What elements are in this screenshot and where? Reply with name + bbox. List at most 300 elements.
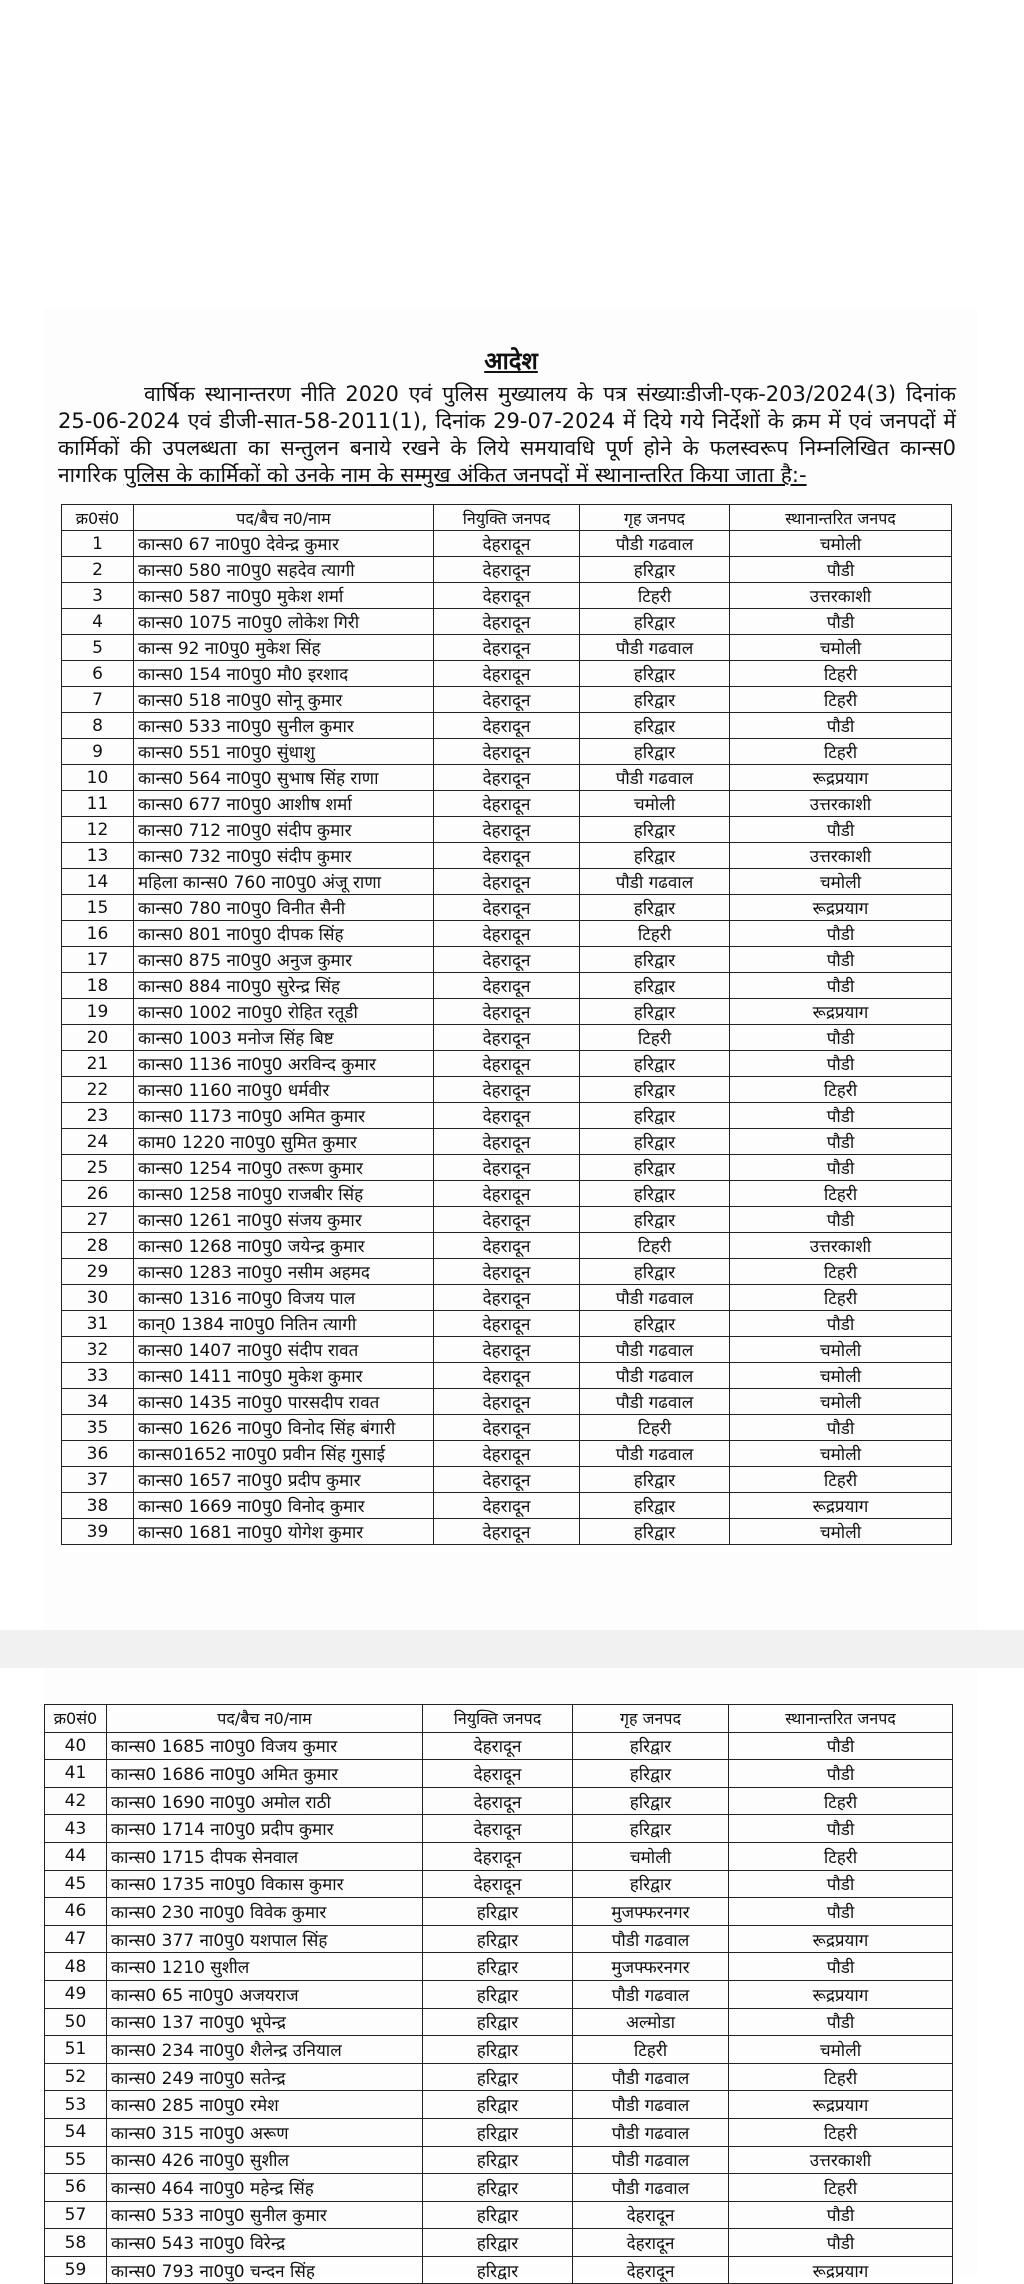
header-serial: क्र0सं0: [45, 1705, 107, 1733]
cell-home-district: टिहरी: [580, 583, 730, 609]
table-row: [45, 1980, 953, 2008]
cell-home-district: मुजफ्फरनगर: [573, 1898, 729, 1926]
cell-serial: 26: [62, 1181, 134, 1207]
cell-home-district: टिहरी: [580, 1233, 730, 1259]
cell-home-district: हरिद्वार: [580, 557, 730, 583]
cell-posting-district: देहरादून: [434, 739, 580, 765]
cell-transfer-district: रूद्रप्रयाग: [729, 2091, 953, 2119]
cell-serial: 35: [62, 1415, 134, 1441]
cell-home-district: पौडी गढवाल: [573, 2146, 729, 2174]
cell-transfer-district: पौडी: [730, 1207, 952, 1233]
table-row: [45, 2063, 953, 2091]
cell-posting-district: देहरादून: [434, 947, 580, 973]
table-row: [62, 1051, 952, 1077]
cell-home-district: देहरादून: [573, 2201, 729, 2229]
cell-name: कान्स0 1681 ना0पु0 योगेश कुमार: [134, 1519, 434, 1545]
cell-posting-district: देहरादून: [434, 635, 580, 661]
cell-serial: 23: [62, 1103, 134, 1129]
cell-home-district: पौडी गढवाल: [580, 1441, 730, 1467]
table-body-page-2: [45, 1732, 953, 2284]
cell-home-district: पौडी गढवाल: [580, 1389, 730, 1415]
cell-serial: 39: [62, 1519, 134, 1545]
cell-serial: 1: [62, 531, 134, 557]
cell-posting-district: हरिद्वार: [423, 2229, 573, 2257]
cell-serial: 36: [62, 1441, 134, 1467]
cell-posting-district: हरिद्वार: [423, 2008, 573, 2036]
header-transfer-district: स्थानान्तरित जनपद: [730, 505, 952, 531]
cell-name: कान्स0 1268 ना0पु0 जयेन्द्र कुमार: [134, 1233, 434, 1259]
cell-serial: 30: [62, 1285, 134, 1311]
table-row: [62, 661, 952, 687]
cell-posting-district: देहरादून: [434, 1337, 580, 1363]
table-row: [62, 947, 952, 973]
table-row: [62, 1155, 952, 1181]
table-row: [62, 1311, 952, 1337]
table-row: [45, 1953, 953, 1981]
cell-name: कान्स0 1685 ना0पु0 विजय कुमार: [107, 1732, 423, 1760]
cell-transfer-district: टिहरी: [730, 739, 952, 765]
cell-posting-district: देहरादून: [434, 1129, 580, 1155]
cell-name: कान्स0 533 ना0पु0 सुनील कुमार: [134, 713, 434, 739]
cell-name: कान्स0 875 ना0पु0 अनुज कुमार: [134, 947, 434, 973]
table-row: [62, 1025, 952, 1051]
cell-name: कान्स0 1715 दीपक सेनवाल: [107, 1842, 423, 1870]
cell-home-district: चमोली: [573, 1842, 729, 1870]
cell-transfer-district: पौडी: [730, 921, 952, 947]
cell-transfer-district: टिहरी: [729, 2174, 953, 2202]
cell-serial: 19: [62, 999, 134, 1025]
cell-transfer-district: रूद्रप्रयाग: [730, 765, 952, 791]
cell-posting-district: देहरादून: [434, 869, 580, 895]
cell-name: कान्स0 315 ना0पु0 अरूण: [107, 2118, 423, 2146]
cell-home-district: पौडी गढवाल: [580, 1285, 730, 1311]
cell-serial: 33: [62, 1363, 134, 1389]
cell-name: कान्0 1384 ना0पु0 नितिन त्यागी: [134, 1311, 434, 1337]
table-row: [45, 2256, 953, 2284]
cell-transfer-district: टिहरी: [730, 687, 952, 713]
cell-transfer-district: चमोली: [730, 531, 952, 557]
cell-transfer-district: रूद्रप्रयाग: [729, 2256, 953, 2284]
table-row: [62, 1181, 952, 1207]
cell-name: कान्स0 1002 ना0पु0 रोहित रतूडी: [134, 999, 434, 1025]
table-header-row: [45, 1705, 953, 1733]
cell-name: कान्स01652 ना0पु0 प्रवीन सिंह गुसाई: [134, 1441, 434, 1467]
cell-home-district: पौडी गढवाल: [573, 1980, 729, 2008]
cell-transfer-district: पौडी: [729, 1870, 953, 1898]
cell-home-district: पौडी गढवाल: [580, 1363, 730, 1389]
cell-serial: 8: [62, 713, 134, 739]
cell-posting-district: देहरादून: [434, 1025, 580, 1051]
cell-posting-district: देहरादून: [434, 791, 580, 817]
order-title: आदेश: [484, 347, 538, 375]
cell-transfer-district: उत्तरकाशी: [730, 583, 952, 609]
cell-serial: 56: [45, 2174, 107, 2202]
cell-name: कान्स0 1669 ना0पु0 विनोद कुमार: [134, 1493, 434, 1519]
cell-name: कान्स0 564 ना0पु0 सुभाष सिंह राणा: [134, 765, 434, 791]
table-row: [62, 1363, 952, 1389]
table-row: [45, 2091, 953, 2119]
table-row: [62, 687, 952, 713]
cell-transfer-district: रूद्रप्रयाग: [729, 1980, 953, 2008]
cell-home-district: हरिद्वार: [580, 999, 730, 1025]
cell-transfer-district: पौडी: [729, 2229, 953, 2257]
cell-serial: 10: [62, 765, 134, 791]
cell-home-district: हरिद्वार: [580, 1493, 730, 1519]
cell-posting-district: देहरादून: [434, 1519, 580, 1545]
cell-name: कान्स0 1411 ना0पु0 मुकेश कुमार: [134, 1363, 434, 1389]
cell-posting-district: देहरादून: [434, 999, 580, 1025]
cell-transfer-district: चमोली: [729, 2036, 953, 2064]
cell-posting-district: देहरादून: [434, 765, 580, 791]
cell-transfer-district: पौडी: [730, 1051, 952, 1077]
cell-posting-district: देहरादून: [434, 1181, 580, 1207]
cell-serial: 52: [45, 2063, 107, 2091]
cell-transfer-district: पौडी: [729, 1815, 953, 1843]
table-row: [62, 1493, 952, 1519]
cell-serial: 40: [45, 1732, 107, 1760]
cell-name: कान्स0 1003 मनोज सिंह बिष्ट: [134, 1025, 434, 1051]
cell-name: कान्स0 67 ना0पु0 देवेन्द्र कुमार: [134, 531, 434, 557]
cell-posting-district: हरिद्वार: [423, 1898, 573, 1926]
cell-serial: 58: [45, 2229, 107, 2257]
cell-posting-district: देहरादून: [423, 1760, 573, 1788]
cell-posting-district: हरिद्वार: [423, 1953, 573, 1981]
cell-name: कान्स0 1173 ना0पु0 अमित कुमार: [134, 1103, 434, 1129]
cell-home-district: पौडी गढवाल: [573, 2091, 729, 2119]
cell-home-district: हरिद्वार: [580, 1129, 730, 1155]
table-row: [62, 557, 952, 583]
cell-serial: 2: [62, 557, 134, 583]
cell-home-district: देहरादून: [573, 2229, 729, 2257]
cell-home-district: पौडी गढवाल: [580, 765, 730, 791]
table-row: [62, 921, 952, 947]
cell-home-district: पौडी गढवाल: [573, 2174, 729, 2202]
table-row: [62, 1519, 952, 1545]
cell-home-district: हरिद्वार: [580, 1181, 730, 1207]
header-posting-district: नियुक्ति जनपद: [434, 505, 580, 531]
cell-serial: 9: [62, 739, 134, 765]
cell-home-district: हरिद्वार: [580, 661, 730, 687]
cell-transfer-district: पौडी: [730, 1103, 952, 1129]
cell-home-district: पौडी गढवाल: [573, 1925, 729, 1953]
table-row: [45, 1925, 953, 1953]
cell-home-district: हरिद्वार: [580, 1077, 730, 1103]
cell-transfer-district: पौडी: [730, 1025, 952, 1051]
cell-name: कान्स0 533 ना0पु0 सुनील कुमार: [107, 2201, 423, 2229]
cell-home-district: टिहरी: [573, 2036, 729, 2064]
cell-transfer-district: रूद्रप्रयाग: [730, 895, 952, 921]
cell-posting-district: देहरादून: [434, 843, 580, 869]
table-row: [62, 635, 952, 661]
cell-name: कान्स0 1407 ना0पु0 संदीप रावत: [134, 1337, 434, 1363]
intro-line-3: कार्मिकों की उपलब्धता का सन्तुलन बनाये रखने के लिये समयावधि पूर्ण होने के फलस्वरूप निम्नलिखित कान्स0 नागरिक: [58, 436, 956, 487]
cell-posting-district: देहरादून: [434, 1103, 580, 1129]
cell-serial: 25: [62, 1155, 134, 1181]
cell-transfer-district: उत्तरकाशी: [730, 1233, 952, 1259]
cell-transfer-district: चमोली: [730, 1519, 952, 1545]
cell-posting-district: देहरादून: [434, 1233, 580, 1259]
cell-posting-district: देहरादून: [434, 1363, 580, 1389]
cell-posting-district: देहरादून: [434, 1467, 580, 1493]
cell-home-district: हरिद्वार: [573, 1787, 729, 1815]
cell-posting-district: देहरादून: [434, 1155, 580, 1181]
cell-serial: 43: [45, 1815, 107, 1843]
cell-transfer-district: पौडी: [729, 2008, 953, 2036]
cell-posting-district: देहरादून: [434, 895, 580, 921]
cell-name: कान्स0 285 ना0पु0 रमेश: [107, 2091, 423, 2119]
table-row: [62, 583, 952, 609]
document-page-2: [44, 1668, 978, 2282]
cell-home-district: अल्मोडा: [573, 2008, 729, 2036]
table-row: [62, 1337, 952, 1363]
cell-home-district: हरिद्वार: [580, 1207, 730, 1233]
cell-home-district: हरिद्वार: [580, 713, 730, 739]
cell-home-district: टिहरी: [580, 921, 730, 947]
cell-transfer-district: पौडी: [729, 1760, 953, 1788]
cell-serial: 28: [62, 1233, 134, 1259]
cell-home-district: हरिद्वार: [580, 1259, 730, 1285]
table-row: [62, 895, 952, 921]
table-row: [62, 1467, 952, 1493]
cell-transfer-district: रूद्रप्रयाग: [730, 1493, 952, 1519]
cell-transfer-district: पौडी: [730, 817, 952, 843]
cell-name: कान्स0 154 ना0पु0 मौ0 इरशाद: [134, 661, 434, 687]
cell-serial: 4: [62, 609, 134, 635]
cell-home-district: हरिद्वार: [580, 1103, 730, 1129]
intro-line-4: पुलिस के कार्मिकों को उनके नाम के सम्मुख अंकित जनपदों में स्थानान्तरित किया जाता है:-: [123, 463, 807, 487]
order-intro: [44, 381, 978, 489]
cell-name: कान्स0 1210 सुशील: [107, 1953, 423, 1981]
table-row: [45, 1732, 953, 1760]
cell-transfer-district: पौडी: [730, 557, 952, 583]
table-body-page-1: [62, 531, 952, 1545]
transfer-table-page-2: [44, 1704, 953, 2284]
cell-serial: 53: [45, 2091, 107, 2119]
cell-home-district: हरिद्वार: [580, 1311, 730, 1337]
cell-posting-district: देहरादून: [434, 661, 580, 687]
cell-serial: 6: [62, 661, 134, 687]
table-header-row: [62, 505, 952, 531]
cell-transfer-district: पौडी: [730, 947, 952, 973]
cell-home-district: हरिद्वार: [580, 973, 730, 999]
table-row: [62, 817, 952, 843]
cell-name: कान्स0 1435 ना0पु0 पारसदीप रावत: [134, 1389, 434, 1415]
table-row: [62, 843, 952, 869]
cell-home-district: हरिद्वार: [573, 1732, 729, 1760]
cell-name: कान्स0 137 ना0पु0 भूपेन्द्र: [107, 2008, 423, 2036]
table-row: [45, 1842, 953, 1870]
cell-name: कान्स0 551 ना0पु0 सुंधाशु: [134, 739, 434, 765]
cell-name: कान्स0 1686 ना0पु0 अमित कुमार: [107, 1760, 423, 1788]
cell-serial: 20: [62, 1025, 134, 1051]
cell-name: कान्स0 677 ना0पु0 आशीष शर्मा: [134, 791, 434, 817]
table-row: [62, 1415, 952, 1441]
cell-serial: 29: [62, 1259, 134, 1285]
cell-serial: 54: [45, 2118, 107, 2146]
cell-transfer-district: चमोली: [730, 1363, 952, 1389]
cell-transfer-district: टिहरी: [730, 1285, 952, 1311]
cell-transfer-district: चमोली: [730, 1441, 952, 1467]
cell-transfer-district: चमोली: [730, 1389, 952, 1415]
cell-name: महिला कान्स0 760 ना0पु0 अंजू राणा: [134, 869, 434, 895]
cell-transfer-district: टिहरी: [729, 1842, 953, 1870]
cell-posting-district: देहरादून: [434, 1493, 580, 1519]
cell-transfer-district: टिहरी: [730, 1181, 952, 1207]
cell-name: कान्स0 1735 ना0पु0 विकास कुमार: [107, 1870, 423, 1898]
cell-home-district: हरिद्वार: [580, 1051, 730, 1077]
cell-serial: 50: [45, 2008, 107, 2036]
cell-posting-district: देहरादून: [434, 1207, 580, 1233]
cell-serial: 45: [45, 1870, 107, 1898]
cell-transfer-district: टिहरी: [729, 2063, 953, 2091]
cell-home-district: चमोली: [580, 791, 730, 817]
cell-name: कान्स0 1316 ना0पु0 विजय पाल: [134, 1285, 434, 1311]
table-row: [62, 1233, 952, 1259]
cell-posting-district: हरिद्वार: [423, 2091, 573, 2119]
cell-posting-district: देहरादून: [434, 557, 580, 583]
cell-name: कान्स0 543 ना0पु0 विरेन्द्र: [107, 2229, 423, 2257]
cell-serial: 22: [62, 1077, 134, 1103]
table-row: [45, 2174, 953, 2202]
table-row: [45, 2118, 953, 2146]
cell-serial: 16: [62, 921, 134, 947]
cell-transfer-district: टिहरी: [730, 1077, 952, 1103]
cell-name: कान्स0 801 ना0पु0 दीपक सिंह: [134, 921, 434, 947]
cell-serial: 48: [45, 1953, 107, 1981]
cell-transfer-district: पौडी: [730, 1311, 952, 1337]
transfer-table-page-1: [61, 504, 952, 1545]
cell-home-district: हरिद्वार: [580, 843, 730, 869]
cell-posting-district: देहरादून: [434, 1415, 580, 1441]
cell-serial: 14: [62, 869, 134, 895]
cell-serial: 7: [62, 687, 134, 713]
cell-transfer-district: रूद्रप्रयाग: [730, 999, 952, 1025]
cell-serial: 51: [45, 2036, 107, 2064]
cell-name: कान्स 92 ना0पु0 मुकेश सिंह: [134, 635, 434, 661]
cell-posting-district: देहरादून: [434, 1389, 580, 1415]
cell-posting-district: हरिद्वार: [423, 2063, 573, 2091]
cell-transfer-district: उत्तरकाशी: [730, 843, 952, 869]
cell-serial: 27: [62, 1207, 134, 1233]
table-row: [62, 973, 952, 999]
cell-serial: 59: [45, 2256, 107, 2284]
cell-transfer-district: पौडी: [729, 2201, 953, 2229]
table-row: [62, 1103, 952, 1129]
cell-serial: 15: [62, 895, 134, 921]
table-row: [62, 1129, 952, 1155]
table-row: [62, 765, 952, 791]
cell-home-district: हरिद्वार: [580, 1467, 730, 1493]
cell-serial: 34: [62, 1389, 134, 1415]
header-posting-district: नियुक्ति जनपद: [423, 1705, 573, 1733]
cell-name: कान्स0 1657 ना0पु0 प्रदीप कुमार: [134, 1467, 434, 1493]
table-row: [45, 1815, 953, 1843]
cell-transfer-district: पौडी: [729, 1953, 953, 1981]
table-row: [45, 1787, 953, 1815]
table-row: [45, 1898, 953, 1926]
cell-home-district: हरिद्वार: [580, 609, 730, 635]
cell-posting-district: हरिद्वार: [423, 2146, 573, 2174]
cell-posting-district: देहरादून: [423, 1842, 573, 1870]
cell-transfer-district: चमोली: [730, 1337, 952, 1363]
cell-home-district: पौडी गढवाल: [580, 635, 730, 661]
cell-transfer-district: टिहरी: [729, 1787, 953, 1815]
cell-name: कान्स0 464 ना0पु0 महेन्द्र सिंह: [107, 2174, 423, 2202]
cell-name: कान्स0 1160 ना0पु0 धर्मवीर: [134, 1077, 434, 1103]
cell-serial: 46: [45, 1898, 107, 1926]
cell-home-district: पौडी गढवाल: [580, 531, 730, 557]
cell-transfer-district: उत्तरकाशी: [730, 791, 952, 817]
cell-name: कान्स0 249 ना0पु0 सतेन्द्र: [107, 2063, 423, 2091]
cell-transfer-district: रूद्रप्रयाग: [729, 1925, 953, 1953]
table-row: [45, 2008, 953, 2036]
cell-name: कान्स0 1714 ना0पु0 प्रदीप कुमार: [107, 1815, 423, 1843]
header-name: पद/बैच न0/नाम: [134, 505, 434, 531]
cell-serial: 24: [62, 1129, 134, 1155]
cell-name: कान्स0 780 ना0पु0 विनीत सैनी: [134, 895, 434, 921]
cell-home-district: पौडी गढवाल: [580, 869, 730, 895]
cell-name: कान्स0 234 ना0पु0 शैलेन्द्र उनियाल: [107, 2036, 423, 2064]
table-row: [62, 739, 952, 765]
cell-home-district: पौडी गढवाल: [573, 2063, 729, 2091]
cell-serial: 55: [45, 2146, 107, 2174]
cell-name: कान्स0 712 ना0पु0 संदीप कुमार: [134, 817, 434, 843]
cell-serial: 11: [62, 791, 134, 817]
cell-serial: 44: [45, 1842, 107, 1870]
header-home-district: गृह जनपद: [580, 505, 730, 531]
cell-home-district: हरिद्वार: [580, 1155, 730, 1181]
cell-transfer-district: पौडी: [730, 713, 952, 739]
header-transfer-district: स्थानान्तरित जनपद: [729, 1705, 953, 1733]
table-row: [45, 1760, 953, 1788]
cell-serial: 18: [62, 973, 134, 999]
cell-name: कान्स0 1075 ना0पु0 लोकेश गिरी: [134, 609, 434, 635]
cell-transfer-district: पौडी: [729, 1732, 953, 1760]
cell-posting-district: देहरादून: [434, 1259, 580, 1285]
cell-home-district: देहरादून: [573, 2256, 729, 2284]
cell-name: कान्स0 426 ना0पु0 सुशील: [107, 2146, 423, 2174]
cell-serial: 42: [45, 1787, 107, 1815]
table-row: [62, 869, 952, 895]
cell-home-district: टिहरी: [580, 1025, 730, 1051]
cell-serial: 17: [62, 947, 134, 973]
cell-name: कान्स0 793 ना0पु0 चन्दन सिंह: [107, 2256, 423, 2284]
cell-posting-district: देहरादून: [434, 817, 580, 843]
cell-home-district: हरिद्वार: [580, 895, 730, 921]
table-row: [62, 1259, 952, 1285]
cell-posting-district: देहरादून: [434, 1285, 580, 1311]
cell-serial: 47: [45, 1925, 107, 1953]
cell-serial: 57: [45, 2201, 107, 2229]
cell-serial: 3: [62, 583, 134, 609]
cell-posting-district: देहरादून: [434, 713, 580, 739]
cell-posting-district: देहरादून: [423, 1787, 573, 1815]
cell-name: कान्स0 1136 ना0पु0 अरविन्द कुमार: [134, 1051, 434, 1077]
cell-name: कान्स0 65 ना0पु0 अजयराज: [107, 1980, 423, 2008]
cell-home-district: टिहरी: [580, 1415, 730, 1441]
cell-serial: 37: [62, 1467, 134, 1493]
table-row: [62, 1441, 952, 1467]
cell-posting-district: हरिद्वार: [423, 2118, 573, 2146]
cell-name: कान्स0 230 ना0पु0 विवेक कुमार: [107, 1898, 423, 1926]
cell-transfer-district: पौडी: [730, 1155, 952, 1181]
cell-name: कान्स0 1258 ना0पु0 राजबीर सिंह: [134, 1181, 434, 1207]
table-row: [45, 2201, 953, 2229]
cell-name: कान्स0 1626 ना0पु0 विनोद सिंह बंगारी: [134, 1415, 434, 1441]
table-row: [62, 609, 952, 635]
table-row: [45, 2229, 953, 2257]
cell-home-district: हरिद्वार: [580, 739, 730, 765]
